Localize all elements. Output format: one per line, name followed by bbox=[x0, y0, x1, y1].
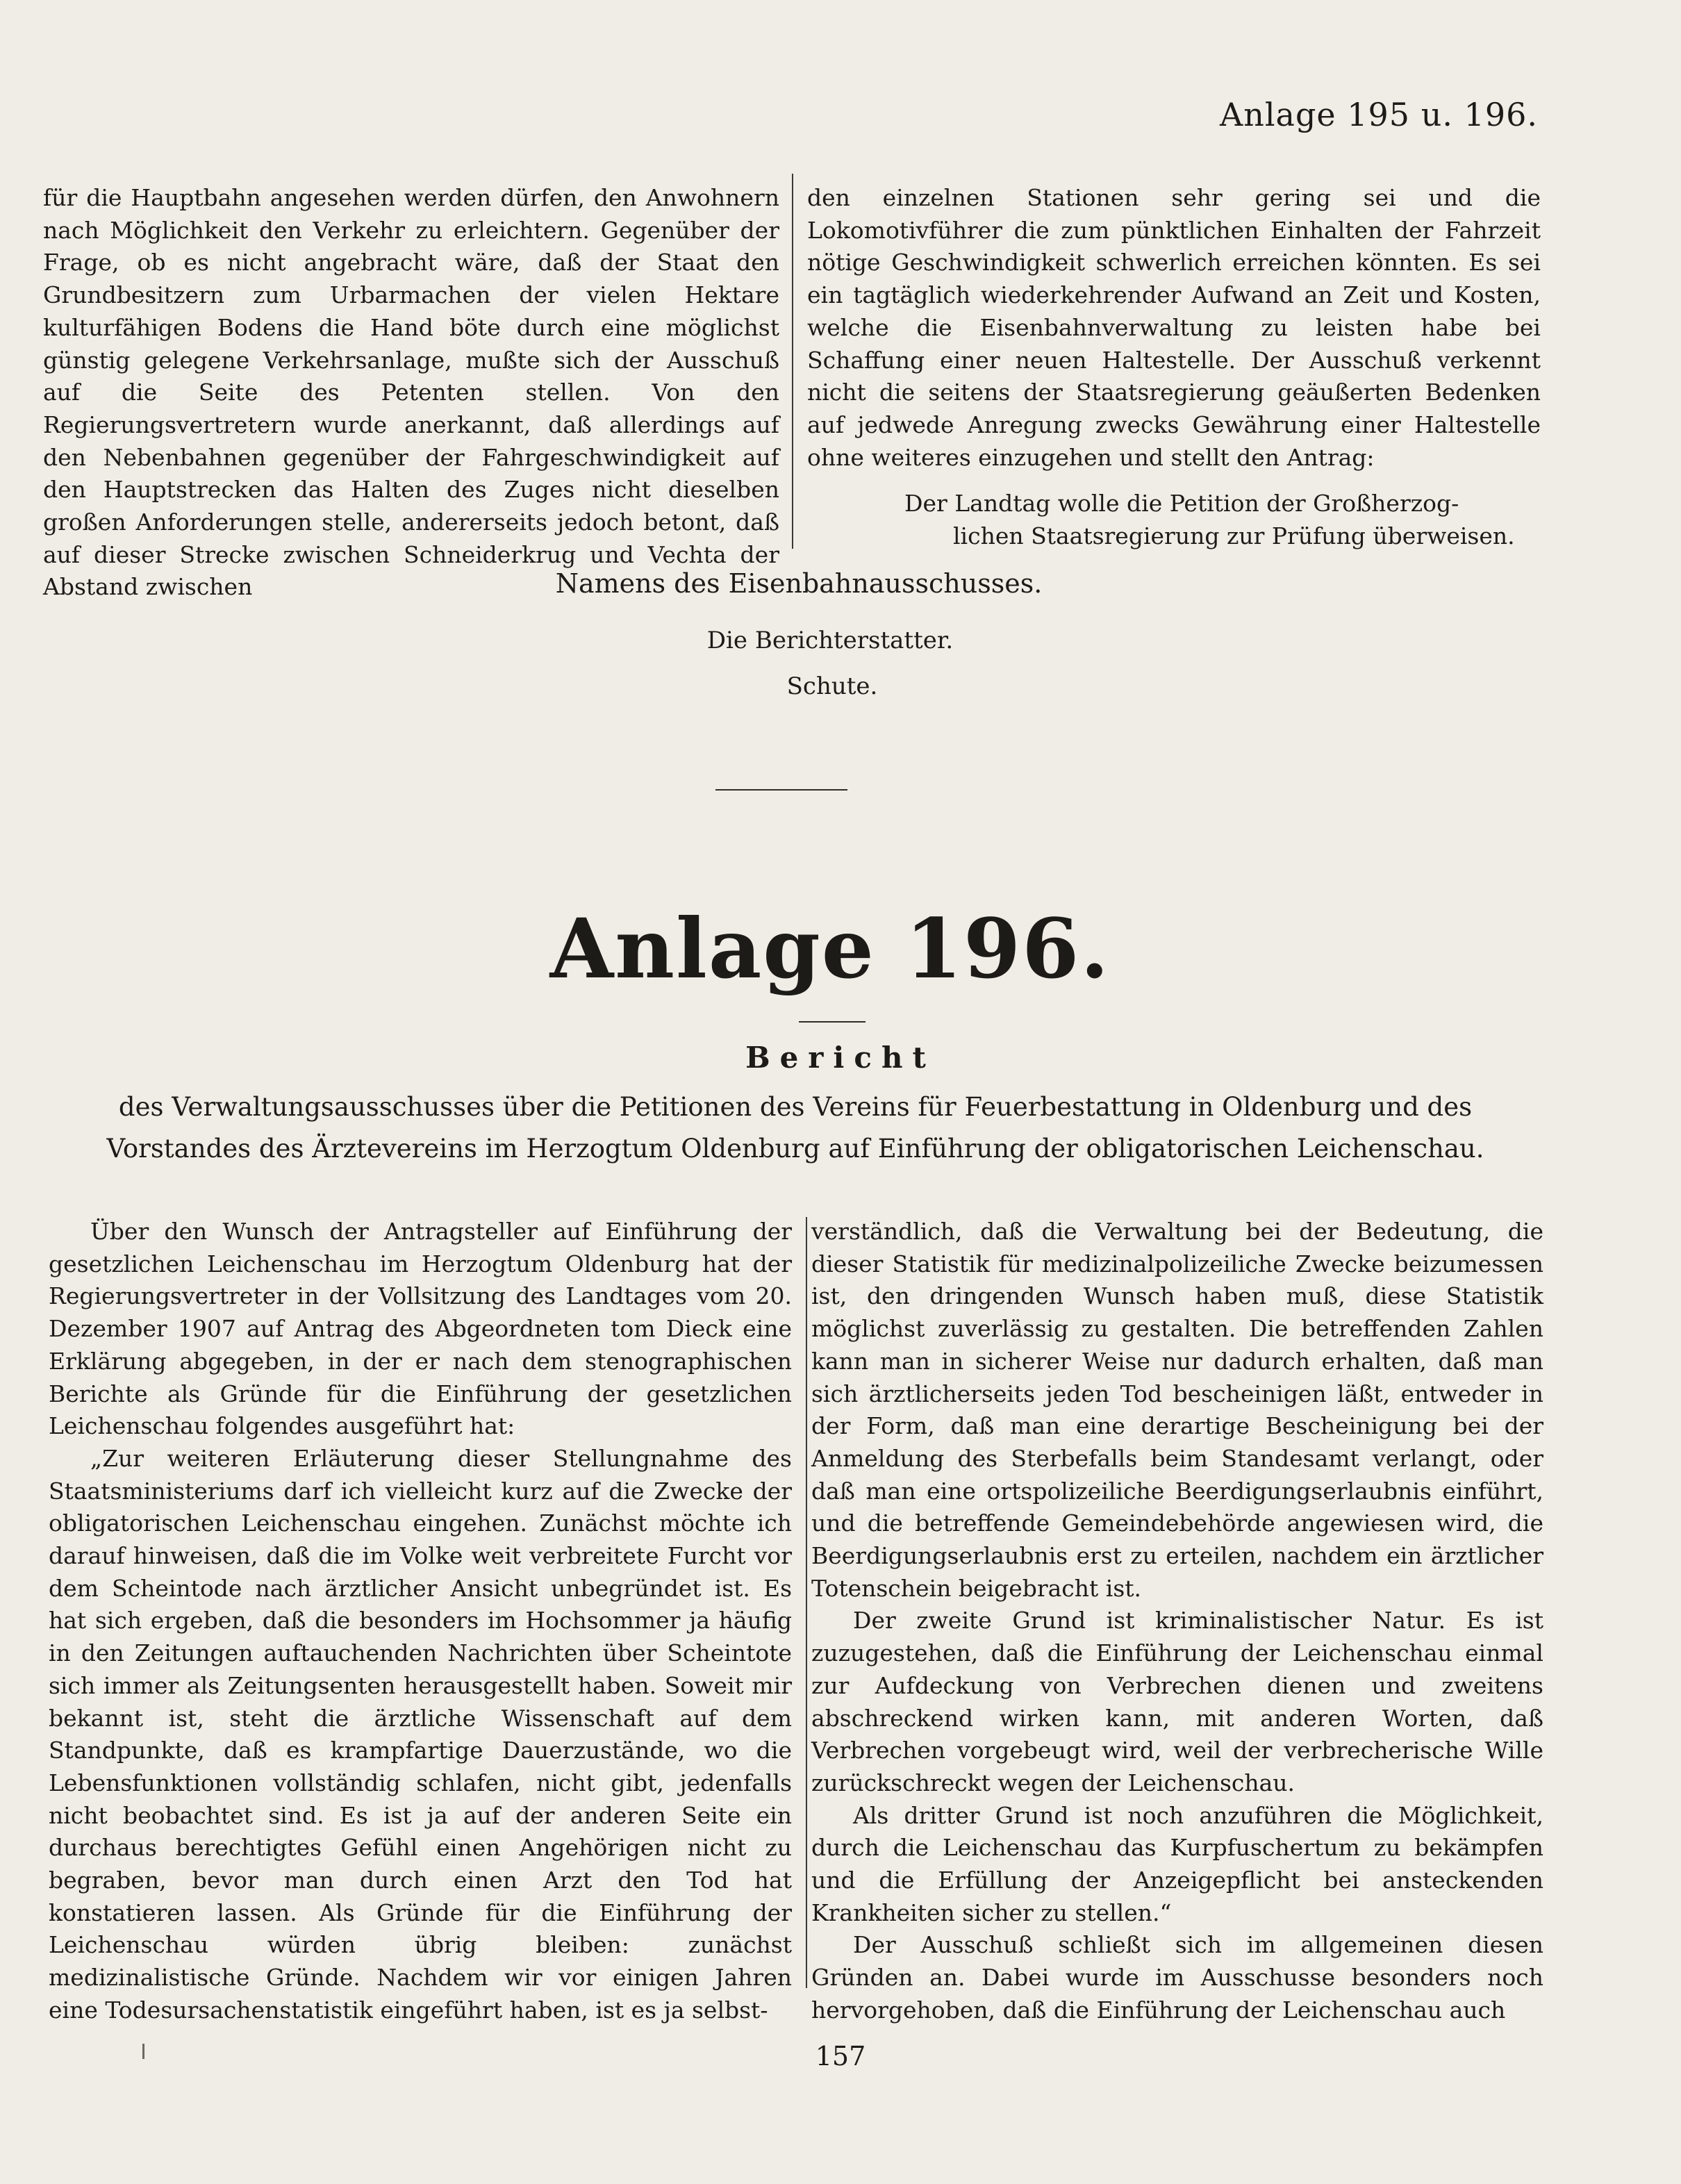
title-rule bbox=[799, 1021, 866, 1023]
motion-line: Der Landtag wolle die Petition der Großherzog- bbox=[904, 490, 1459, 518]
paragraph: verständlich, daß die Verwaltung bei der Bedeutung, die dieser Statistik für medizinalpolizeiliche Zwecke beizumessen ist, den dringenden Wunsch haben muß, diese Statistik möglichst zuverlässig zu gestalten. Die betreffenden Zahlen kann man in sicherer Weise nur dadurch erhalten, daß man sich ärztlicherseits jeden Tod bescheinigen läßt, entweder in der Form, daß man eine derartige Bescheinigung bei der Anmeldung des Sterbefalls beim Standesamt verlangt, oder daß man eine ortspolizeiliche Beerdigungserlaubnis einführt, und die betreffende Gemeindebehörde angewiesen wird, die Beerdigungserlaubnis erst zu erteilen, nachdem ein ärztlicher Totenschein beigebracht ist. bbox=[811, 1218, 1543, 1602]
report-heading-line-1: des Verwaltungsausschusses über die Petitionen des Vereins für Feuerbestattung in Oldenburg und des bbox=[118, 1092, 1473, 1122]
paragraph: Über den Wunsch der Antragsteller auf Einführung der gesetzlichen Leichenschau im Herzogtum Oldenburg hat der Regierungsvertreter in der Vollsitzung des Landtages vom 20. Dezember 1907 auf Antrag des Abgeordneten tom Dieck eine Erklärung abgegeben, in der er nach dem stenographischen Berichte als Gründe für die Einführung der gesetzlichen Leichenschau folgendes ausgeführt hat: bbox=[49, 1218, 792, 1440]
anlage195-right-column bbox=[807, 182, 1541, 553]
signature-role: Die Berichterstatter. bbox=[706, 627, 954, 654]
anlage196-right-column bbox=[811, 1216, 1543, 2027]
column-divider bbox=[806, 1217, 807, 1988]
anlage196-title: Anlage 196. bbox=[549, 900, 1111, 997]
signature-name: Schute. bbox=[786, 672, 878, 700]
page-number: 157 bbox=[815, 2041, 866, 2071]
report-subtitle: Bericht bbox=[745, 1041, 936, 1075]
paragraph: den einzelnen Stationen sehr gering sei und die Lokomotivführer die zum pünktlichen Einhalten der Fahrzeit nötige Geschwindigkeit schwerlich erreichen könnten. Es sei ein tagtäglich wiederkehrender Aufwand an Zeit und Kosten, welche die Eisenbahnverwaltung zu leisten habe bei Schaffung einer neuen Haltestelle. Der Ausschuß verkennt nicht die seitens der Staatsregierung geäußerten Bedenken auf jedwede Anregung zwecks Gewährung einer Haltestelle ohne weiteres einzugehen und stellt den Antrag: bbox=[807, 184, 1541, 471]
signature-committee: Namens des Eisenbahnausschusses. bbox=[555, 568, 1043, 599]
paragraph: Als dritter Grund ist noch anzuführen die Möglichkeit, durch die Leichenschau das Kurpfuschertum zu bekämpfen und die Erfüllung der Anzeigepflicht bei ansteckenden Krankheiten sicher zu stellen.“ bbox=[811, 1801, 1543, 1926]
paragraph: Der zweite Grund ist kriminalistischer Natur. Es ist zuzugestehen, daß die Einführung der Leichenschau einmal zur Aufdeckung von Verbrechen dienen und zweitens abschreckend wirken kann, mit anderen Worten, daß Verbrechen vorgebeugt wird, weil der verbrecherische Wille zurückschreckt wegen der Leichenschau. bbox=[811, 1607, 1543, 1796]
paragraph: Der Ausschuß schließt sich im allgemeinen diesen Gründen an. Dabei wurde im Ausschusse besonders noch hervorgehoben, daß die Einführung der Leichenschau auch bbox=[811, 1931, 1543, 2024]
anlage196-left-column bbox=[49, 1216, 792, 2027]
anlage195-left-column bbox=[43, 182, 779, 604]
report-heading-line-2: Vorstandes des Ärztevereins im Herzogtum Oldenburg auf Einführung der obligatorischen Leichenschau. bbox=[106, 1134, 1484, 1164]
motion-line: lichen Staatsregierung zur Prüfung überweisen. bbox=[953, 522, 1515, 550]
column-divider bbox=[792, 174, 793, 549]
paragraph: für die Hauptbahn angesehen werden dürfen, den Anwohnern nach Möglichkeit den Verkehr zu erleichtern. Gegenüber der Frage, ob es nicht angebracht wäre, daß der Staat den Grundbesitzern zum Urbarmachen der vielen Hektare kulturfähigen Bodens die Hand böte durch eine möglichst günstig gelegene Verkehrsanlage, mußte sich der Ausschuß auf die Seite des Petenten stellen. Von den Regierungsvertretern wurde anerkannt, daß allerdings auf den Nebenbahnen gegenüber der Fahrgeschwindigkeit auf den Hauptstrecken das Halten des Zuges nicht dieselben großen Anforderungen stelle, andererseits jedoch betont, daß auf dieser Strecke zwischen Schneiderkrug und Vechta der Abstand zwischen bbox=[43, 184, 779, 601]
section-separator bbox=[715, 789, 847, 791]
paragraph: „Zur weiteren Erläuterung dieser Stellungnahme des Staatsministeriums darf ich vielleicht kurz auf die Zwecke der obligatorischen Leichenschau eingehen. Zunächst möchte ich darauf hinweisen, daß die im Volke weit verbreitete Furcht vor dem Scheintode nach ärztlicher Ansicht unbegründet ist. Es hat sich ergeben, daß die besonders im Hochsommer ja häufig in den Zeitungen auftauchenden Nachrichten über Scheintote sich immer als Zeitungsenten herausgestellt haben. Soweit mir bekannt ist, steht die ärztliche Wissenschaft auf dem Standpunkte, daß es krampfartige Dauerzustände, wo die Lebensfunktionen vollständig schlafen, nicht gibt, jedenfalls nicht beobachtet sind. Es ist ja auf der anderen Seite ein durchaus berechtigtes Gefühl einen Angehörigen nicht zu begraben, bevor man durch einen Arzt den Tod hat konstatieren lassen. Als Gründe für die Einführung der Leichenschau würden übrig bleiben: zunächst medizinalistische Gründe. Nachdem wir vor einigen Jahren eine Todesursachenstatistik eingeführt haben, ist es ja selbst- bbox=[49, 1444, 792, 2024]
running-head: Anlage 195 u. 196. bbox=[1220, 96, 1538, 133]
